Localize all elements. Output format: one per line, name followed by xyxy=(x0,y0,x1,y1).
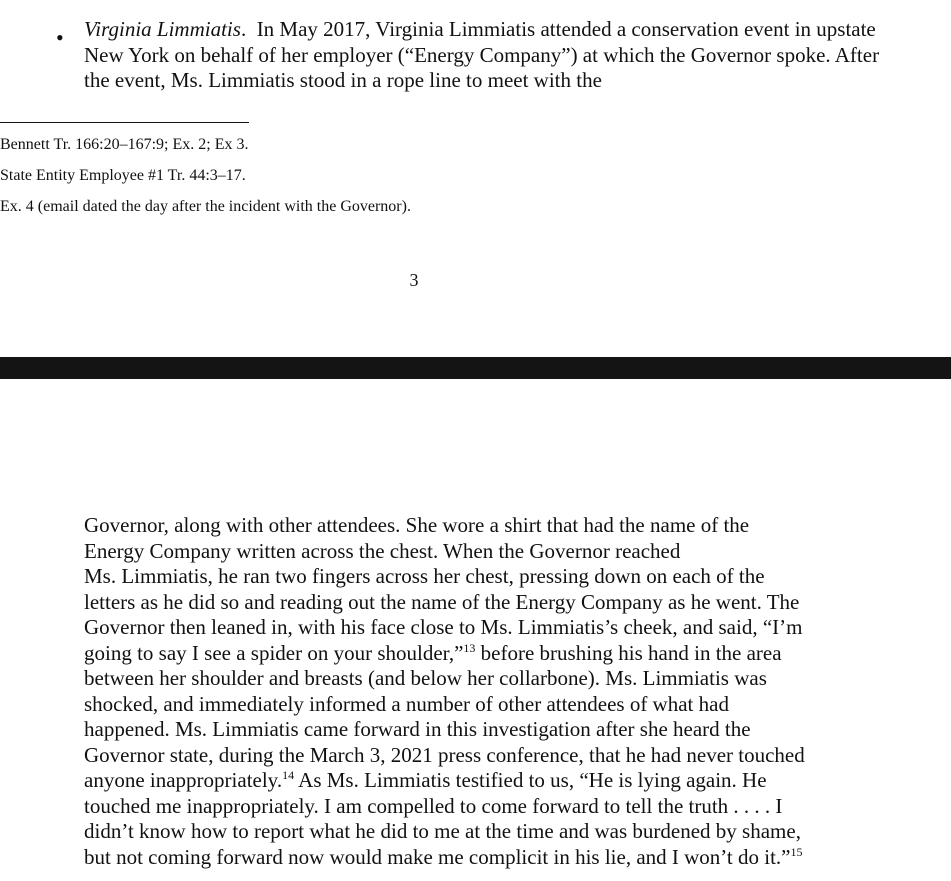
body-line: touched me inappropriately. I am compelled to come forward to tell the truth . . . . I xyxy=(84,793,783,818)
body-line: Energy Company written across the chest. When the Governor reached xyxy=(84,538,681,563)
page-number: 3 xyxy=(409,270,419,290)
body-line: Ms. Limmiatis, he ran two fingers across her chest, pressing down on each of the xyxy=(84,564,765,588)
footnote-2: State Entity Employee #1 Tr. 44:3–17. xyxy=(0,167,246,184)
footnote-3: Ex. 4 (email dated the day after the incident with the Governor). xyxy=(0,198,411,215)
footnote-1: Bennett Tr. 166:20–167:9; Ex. 2; Ex 3. xyxy=(0,136,249,153)
bullet-name-suffix: . xyxy=(240,17,247,41)
body-line: between her shoulder and breasts (and below her collarbone). Ms. Limmiatis was xyxy=(84,666,767,690)
body-line-part: before brushing his hand in the area xyxy=(475,640,782,665)
body-line: Governor, along with other attendees. She wore a shirt that had the name of the xyxy=(84,513,750,537)
body-line-part: anyone inappropriately. xyxy=(84,768,283,792)
body-line xyxy=(84,641,864,667)
body-line-part: but not coming forward now would make me complicit in his lie, and I won’t do it.” xyxy=(84,844,791,869)
body-line xyxy=(84,845,864,871)
body-line: Governor state, during the March 3, 2021 press conference, that he had never touched xyxy=(84,742,805,767)
footnote-ref-13: 13 xyxy=(463,640,476,655)
bullet-name: Virginia Limmiatis xyxy=(84,17,241,41)
body-paragraph xyxy=(84,513,864,870)
body-line-part: going to say I see a spider on your shoulder,” xyxy=(84,640,464,665)
footnote-ref-15: 15 xyxy=(790,844,803,859)
body-line xyxy=(84,768,864,794)
page-top-section xyxy=(0,0,951,357)
footnote-ref-14: 14 xyxy=(282,768,295,782)
body-line: Governor then leaned in, with his face close to Ms. Limmiatis’s cheek, and said, “I’m xyxy=(84,615,803,639)
bullet-symbol: • xyxy=(56,25,64,50)
body-line: letters as he did so and reading out the name of the Energy Company as he went. The xyxy=(84,589,800,614)
footnote-separator xyxy=(0,122,249,123)
page-break-bar xyxy=(0,357,951,379)
body-line: happened. Ms. Limmiatis came forward in this investigation after she heard the xyxy=(84,717,751,741)
body-line: shocked, and immediately informed a number of other attendees of what had xyxy=(84,691,729,716)
body-line-part: As Ms. Limmiatis testified to us, “He is lying again. He xyxy=(294,768,767,792)
body-line: didn’t know how to report what he did to me at the time and was burdened by shame, xyxy=(84,819,801,843)
bullet-body: In May 2017, Virginia Limmiatis attended a conservation event in upstate New York on behalf of her employer (“Energy Company”) at which the Governor spoke. After the event, Ms. Limmiatis stood in a rope line to meet with the xyxy=(84,17,880,92)
bullet-text xyxy=(84,17,884,94)
